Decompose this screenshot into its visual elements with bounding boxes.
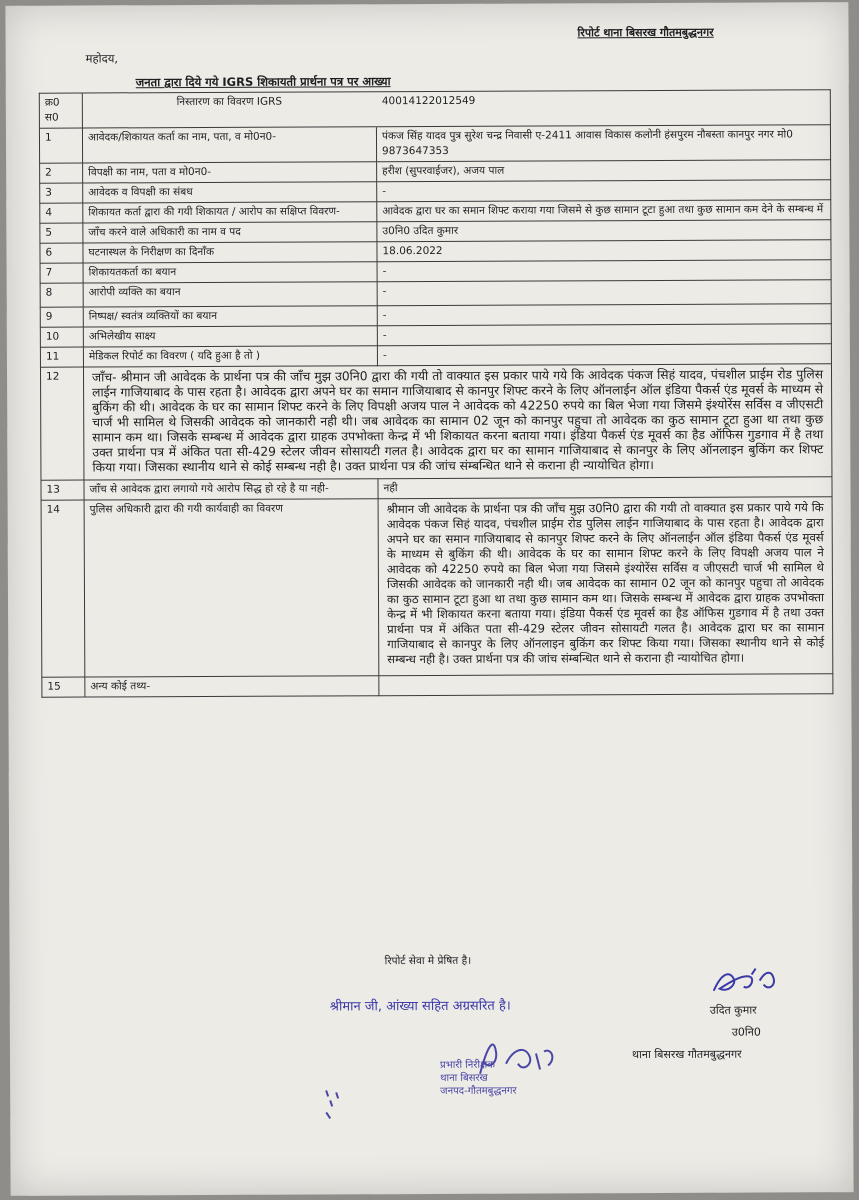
station-stamp <box>440 1059 517 1098</box>
row-label: अन्य कोई तथ्य- <box>85 676 379 697</box>
row-value: - <box>377 304 831 326</box>
igrs-number: 40014122012549 <box>376 90 830 127</box>
salutation: महोदय, <box>85 51 119 66</box>
row-label: पुलिस अधिकारी द्वारा की गयी कार्यवाही का विवरण <box>84 499 379 677</box>
row-value: आवेदक द्वारा घर का समान शिफ्ट कराया गया जिसमे से कुछ सामान टूटा हुआ तथा कुछ सामान कम देने के सम्बन्ध में <box>377 200 831 222</box>
row-label: आवेदक व विपक्षी का संबध <box>83 182 377 203</box>
serial-header <box>39 93 82 128</box>
stamp-line: प्रभारी निरीक्षक <box>440 1059 495 1071</box>
row-value: नही <box>378 477 832 499</box>
row-number: 15 <box>42 677 85 697</box>
subject-heading: जनता द्वारा दिये गये IGRS शिकायती प्रार्थना पत्र पर आख्या <box>135 74 391 90</box>
document-page <box>5 2 853 1196</box>
stamp-line: थाना बिसरख <box>440 1072 488 1084</box>
row-value: - <box>377 180 831 202</box>
report-table <box>39 89 834 697</box>
row-value: - <box>377 344 831 366</box>
row-number: 1 <box>39 128 82 163</box>
row-label: विपक्षी का नाम, पता व मो0न0- <box>83 162 377 183</box>
row-number: 3 <box>40 183 83 203</box>
action-row <box>41 497 833 677</box>
officer-station: थाना बिसरख गौतमबुद्धनगर <box>631 1047 742 1062</box>
row-label: शिकायतकर्ता का बयान <box>83 262 377 283</box>
stamp-line: जनपद-गौतमबुद्धनगर <box>440 1085 517 1097</box>
serial-header-line2: स0 <box>44 111 59 124</box>
ink-marks <box>322 1086 352 1122</box>
row-number: 11 <box>40 347 83 367</box>
action-text: श्रीमान जी आवेदक के प्रार्थना पत्र की जाँच मुझ उ0नि0 द्वारा की गयी तो वाक्यात इस प्रकार पाये गये कि आवेदक पंकज सिहं यादव, पंचशील प्राईम रोड पुलिस लाईन गाजियाबाद के पास रहता है। आवेदक द्वारा अपने घर का समान गाजियाबाद से कानपुर शिफ्ट करने के लिए ऑनलाईन ऑल इंडिया पैकर्स एंड मूवर्स के माध्यम से बुकिंग की थी। आवेदक के घर का सामान शिफ्ट करने के लिए विपक्षी अजय पाल ने आवेदक को 42250 रुपये का बिल भेजा गया जिसमे इंश्योरेंस सर्विस व जीएसटी चार्ज भी सामिल थे जिसकी आवेदक को जानकारी नही थी। जब आवेदक का सामान 02 जून को कानपुर पहुचा तो आवेदक का कुठ सामान टूटा हुआ था तथा कुछ सामान कम था। जिसके सम्बन्ध में आवेदक द्वारा ग्राहक उपभोक्ता केन्द्र में भी शिकायत करना बताया गया। इंडिया पैकर्स एंड मूवर्स का हैड ऑफिस गुडगाव में है तथा उक्त प्रार्थना पत्र में अंकित पता सी-429 स्टेलर जीवन सोसायटी गलत है। आवेदक द्वारा घर का सामान गाजियाबाद से कानपुर के लिए ऑनलाइन बुकिंग कर शिफ्ट किया गया। जिसका स्थानीय थाने से कोई सम्बन्ध नही है। उक्त प्रार्थना पत्र की जांच संम्बन्धित थाने से कराना ही न्यायोचित होगा। <box>378 497 833 676</box>
table-row <box>40 280 831 307</box>
row-number: 2 <box>40 163 83 183</box>
row-value: 18.06.2022 <box>377 240 831 262</box>
officer-signature <box>710 964 790 998</box>
row-value <box>379 674 833 696</box>
forwarding-note: रिपोर्ट सेवा मे प्रेषित है। <box>384 954 472 968</box>
investigation-text: जाँच- श्रीमान जी आवेदक के प्रार्थना पत्र की जाँच मुझ उ0नि0 द्वारा की गयी तो वाक्यात इस प्रकार पाये गये कि आवेदक पंकज सिहं यादव, पंचशील प्राईम रोड पुलिस लाईन गाजियाबाद के पास रहता है। आवेदक द्वारा अपने घर का समान गाजियाबाद से कानपुर शिफ्ट करने के लिए ऑनलाईन ऑल इंडिया पैकर्स एंड मूवर्स के माध्यम से बुकिंग की थी। आवेदक के घर का सामान शिफ्ट करने के लिए विपक्षी अजय पाल ने आवेदक को 42250 रुपये का बिल भेजा गया जिसमे इंश्योरेंस सर्विस व जीएसटी चार्ज भी सामिल थे जिसकी आवेदक को जानकारी नही थी। जब आवेदक का सामान 02 जून को कानपुर पहुचा तो आवेदक का कुठ सामान टूटा हुआ था तथा कुछ सामान कम था। जिसके सम्बन्ध में आवेदक द्वारा ग्राहक उपभोक्ता केन्द्र में भी शिकायत करना बताया गया। इंडिया पैकर्स एंड मूवर्स का हैड ऑफिस गुडगाव में है तथा उक्त प्रार्थना पत्र में अंकित पता सी-429 स्टेलर जीवन सोसायटी गलत है। आवेदक द्वारा घर का सामान गाजियाबाद से कानपुर के लिए ऑनलाइन बुकिंग कर शिफ्ट किया गया। जिसका स्थानीय थाने से कोई सम्बन्ध नही है। उक्त प्रार्थना पत्र की जांच संम्बन्धित थाने से कराना ही न्यायोचित होगा। <box>83 364 831 480</box>
row-number: 8 <box>40 283 83 307</box>
report-header: रिपोर्ट थाना बिसरख गौतमबुद्धनगर <box>577 25 714 40</box>
table-row <box>39 125 830 163</box>
row-value: उ0नि0 उदित कुमार <box>377 220 831 242</box>
row-label: जाँच करने वाले अधिकारी का नाम व पद <box>83 222 377 243</box>
row-label: जाँच से आवेदक द्वारा लगायो गये आरोप सिद्ध हो रहे है या नही- <box>84 479 378 500</box>
row-value: - <box>377 260 831 282</box>
row-label: आवेदक/शिकायत कर्ता का नाम, पता, व मो0न0- <box>82 127 376 163</box>
row-number: 14 <box>41 500 85 677</box>
handwritten-endorsement: श्रीमान जी, आंख्या सहित अग्रसरित है। <box>329 998 511 1015</box>
serial-header-line1: क्र0 <box>44 96 60 109</box>
row-value: हरीश (सुपरवाईजर), अजय पाल <box>377 160 831 182</box>
other-facts-row <box>42 674 833 697</box>
row-value: - <box>377 280 831 306</box>
row-label: अभिलेखीय साक्ष्य <box>83 326 377 347</box>
investigation-row <box>40 364 831 480</box>
row-label: घटनास्थल के निरीक्षण का दिनाँक <box>83 242 377 263</box>
table-head-row <box>39 90 830 128</box>
row-value: - <box>377 324 831 346</box>
row-label: आरोपी व्यक्ति का बयान <box>83 282 377 307</box>
row-number: 9 <box>40 307 83 327</box>
row-label: निष्पक्ष/ स्वतंत्र व्यक्तियों का बयान <box>83 306 377 327</box>
row-number: 7 <box>40 263 83 283</box>
row-number: 4 <box>40 203 83 223</box>
row-label: मेडिकल रिपोर्ट का विवरण ( यदि हुआ है तो ) <box>83 346 377 367</box>
row-number: 10 <box>40 327 83 347</box>
row-value: पंकज सिंह यादव पुत्र सुरेश चन्द्र निवासी ए-2411 आवास विकास कलोनी हंसपुरम नौबस्ता कानपुर नगर मो0 9873647353 <box>376 125 830 162</box>
officer-rank: उ0नि0 <box>731 1025 761 1039</box>
row-number: 6 <box>40 243 83 263</box>
row-number: 13 <box>41 480 84 500</box>
igrs-label: निस्तारण का विवरण IGRS <box>82 92 376 128</box>
row-number: 5 <box>40 223 83 243</box>
row-number: 12 <box>40 367 83 480</box>
officer-name: उदित कुमार <box>709 1003 757 1017</box>
row-label: शिकायत कर्ता द्वारा की गयी शिकायत / आरोप का सक्षिप्त विवरण- <box>83 202 377 223</box>
